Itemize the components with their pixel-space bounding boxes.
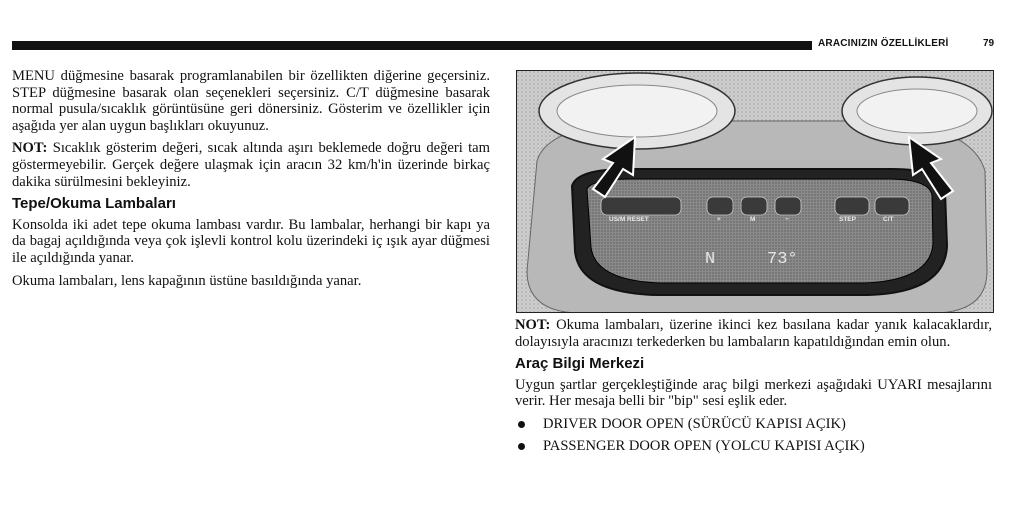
intro-paragraph: MENU düğmesine basarak programlanabilen bir özellikten diğerine geçersiniz. STEP düğmesine basarak olan seçenekleri seçersiniz. C/T düğmesine basarak normal pusula/sıcaklık görüntüsüne geri dönersiniz. Gösterim ve özellikler için aşağıda yer alan uygun başlıkları okuyunuz. xyxy=(12,68,490,134)
temperature-readout: 73° xyxy=(767,250,798,269)
info-paragraph: Uygun şartlar gerçekleştiğinde araç bilgi merkezi aşağıdaki UYARI mesajlarını verir. Her mesaja belli bir "bip" sesi eşlik eder. xyxy=(515,376,992,410)
list-item-text: DRIVER DOOR OPEN (SÜRÜCÜ KAPISI AÇIK) xyxy=(543,415,846,432)
info-center-heading: Araç Bilgi Merkezi xyxy=(515,355,645,373)
note-label: NOT: xyxy=(12,140,48,157)
list-item xyxy=(515,438,992,455)
page-number: 79 xyxy=(983,38,995,49)
list-item-text: PASSENGER DOOR OPEN (YOLCU KAPISI AÇIK) xyxy=(543,437,865,454)
lamps-note xyxy=(515,317,992,350)
plus-button xyxy=(707,197,733,215)
left-column xyxy=(12,68,490,295)
list-item xyxy=(515,416,992,433)
lamps-paragraph: Konsolda iki adet tepe okuma lambası vardır. Bu lambalar, herhangi bir kapı ya da bagaj açıldığında veya çok işlevli kontrol kolu üzerindeki iç ışık ayar düğmesi ile açıldığında yanar. xyxy=(12,216,490,266)
lens-paragraph: Okuma lambaları, lens kapağının üstüne basıldığında yanar. xyxy=(12,272,362,289)
reset-label: US/M RESET xyxy=(609,216,649,223)
compass-readout: N xyxy=(705,250,716,269)
note-label: NOT: xyxy=(515,317,551,333)
note-text: Okuma lambaları, üzerine ikinci kez basılana kadar yanık kalacaklardır, dolayısıyla aracınızı terkederken bu lambaların kapatıldığından emin olun. xyxy=(515,317,992,350)
reset-button xyxy=(601,197,681,215)
note-text: Sıcaklık gösterim değeri, sıcak altında aşırı beklemede doğru değeri tam göstermeyebilir. Gerçek değere ulaşmak için aracın 32 km/h'in üzerinde birkaç dakika sürülmesini bekleyiniz. xyxy=(12,140,490,190)
ct-label: C/T xyxy=(883,216,894,223)
minus-button xyxy=(775,197,801,215)
ct-button xyxy=(875,197,909,215)
bullet-icon xyxy=(518,443,525,450)
section-title: ARACINIZIN ÖZELLİKLERİ xyxy=(818,38,949,49)
step-label: STEP xyxy=(839,216,856,223)
console-illustration xyxy=(517,71,994,313)
temperature-note xyxy=(12,140,490,190)
warning-message-list xyxy=(515,416,992,454)
minus-label: − xyxy=(785,216,789,223)
step-button xyxy=(835,197,869,215)
menu-button xyxy=(741,197,767,215)
reading-lamps-heading: Tepe/Okuma Lambaları xyxy=(12,195,176,213)
header-rule xyxy=(12,41,812,50)
menu-label: M xyxy=(750,216,756,223)
plus-label: + xyxy=(717,216,721,223)
overhead-console-figure xyxy=(516,70,994,313)
right-column xyxy=(515,317,992,459)
bullet-icon xyxy=(518,421,525,428)
